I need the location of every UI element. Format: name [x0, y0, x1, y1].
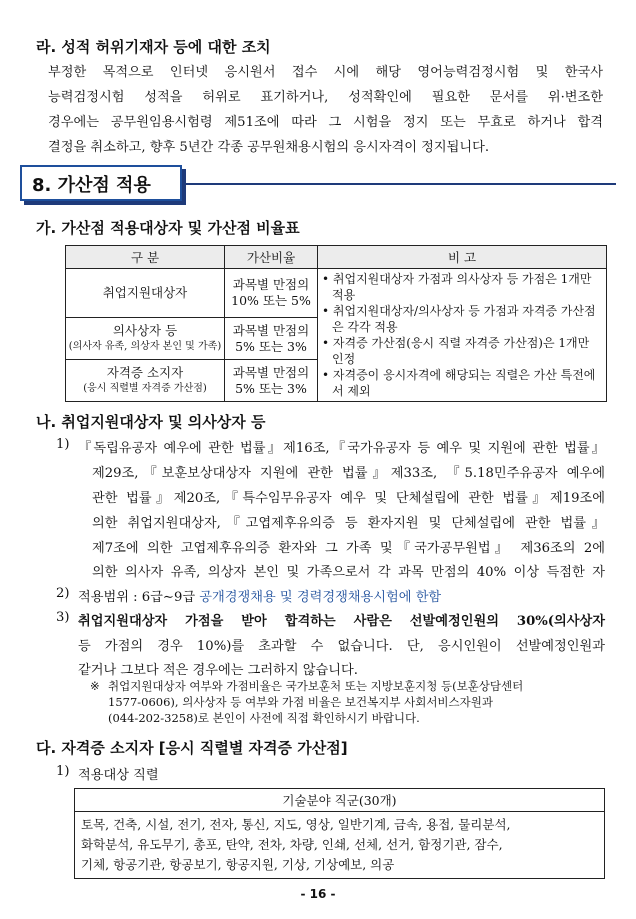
table-cell: [225, 269, 318, 318]
text-line: 능력검정시험 성적을 허위로 표기하거나, 성적확인에 필요한 문서를 위·변조한: [48, 90, 603, 105]
section-8-box: [20, 165, 182, 201]
note-line: 취업지원대상자 여부와 가점비율은 국가보훈처 또는 지방보훈지청 등(보훈상담센터: [108, 679, 524, 693]
note-line: (044-202-3258)로 본인이 사전에 직접 확인하시기 바랍니다.: [108, 711, 420, 725]
text-line: 같거나 그보다 적은 경우에는 그러하지 않습니다.: [78, 663, 358, 678]
field-line: 화학분석, 유도무기, 총포, 탄약, 전차, 차량, 인쇄, 선체, 선거, 함정기관, 잠수,: [81, 837, 503, 852]
section-da-title: 다. 자격증 소지자 [응시 직렬별 자격증 가산점]: [36, 739, 348, 757]
text-line: 관한 법률』제20조,『특수임무유공자 예우 및 단체설립에 관한 법률』제19조에: [92, 491, 605, 506]
section-8-title: 8. 가산점 적용: [32, 175, 151, 196]
rate-line: 과목별 만점의: [232, 277, 310, 293]
item-label: 적용대상 직렬: [78, 768, 159, 783]
field-line: 토목, 건축, 시설, 전기, 전자, 통신, 지도, 영상, 일반기계, 금속, 용접, 물리분석,: [81, 817, 511, 832]
note-line: 1577-0606), 의사상자 등 여부와 가점 비율은 보건복지부 사회서비스자원과: [108, 695, 493, 709]
table-header: 기술분야 직군(30개): [75, 789, 605, 812]
text-line: 의한 의사자 유족, 의상자 본인 및 가족으로서 각 과목 만점의 40% 이상 득점한 자: [92, 565, 605, 580]
table-cell: [225, 318, 318, 360]
table-header: 비 고: [318, 246, 607, 269]
item-number: 1): [56, 437, 70, 452]
page-number: - 16 -: [300, 887, 336, 901]
text-line: 제29조,『보훈보상대상자 지원에 관한 법률』제33조, 『5.18민주유공자 예우에: [92, 466, 605, 481]
remark-item: • 취업지원대상자/의사상자 등 가점과 자격증 가산점은 각각 적용: [322, 304, 596, 334]
row-name: 취업지원대상자: [102, 285, 188, 301]
rate-line: 10% 또는 5%: [231, 293, 311, 309]
section-ra-title: 라. 성적 허위기재자 등에 대한 조치: [36, 38, 271, 56]
rate-line: 5% 또는 3%: [235, 380, 307, 396]
remark-item: • 자격증 가산점(응시 직렬 자격증 가산점)은 1개만 인정: [322, 336, 590, 366]
item-number: 1): [56, 764, 70, 779]
text-line: 결정을 취소하고, 향후 5년간 각종 공무원채용시험의 응시자격이 정지됩니다.: [48, 140, 490, 155]
item-number: 2): [56, 586, 70, 601]
text-line: 경우에는 공무원임용시험령 제51조에 따라 그 시험을 정지 또는 무효로 하거나 합격: [48, 115, 603, 130]
row-sub: (의사자 유족, 의상자 본인 및 가족): [68, 340, 222, 352]
rate-line: 과목별 만점의: [232, 322, 310, 338]
table-cell: [66, 318, 225, 360]
scope-highlight: 공개경쟁채용 및 경력경쟁채용시험에 한함: [199, 590, 442, 605]
note-mark: ※: [90, 679, 100, 693]
remarks-cell: [318, 269, 607, 402]
field-list-cell: [75, 812, 605, 879]
text-line: 등 가점의 경우 10%)를 초과할 수 없습니다. 단, 응시인원이 선발예정인원과: [78, 639, 605, 654]
tech-field-table: [74, 788, 605, 879]
text-line: 『독립유공자 예우에 관한 법률』제16조,『국가유공자 등 예우 및 지원에 관한 법률』: [78, 441, 605, 456]
text-line: 의한 취업지원대상자,『고엽제후유의증 등 환자지원 및 단체설립에 관한 법률』: [92, 516, 605, 531]
section-ga-title: 가. 가산점 적용대상자 및 가산점 비율표: [36, 219, 300, 237]
table-header: 가산비율: [225, 246, 318, 269]
text-line: 부정한 목적으로 인터넷 응시원서 접수 시에 해당 영어능력검정시험 및 한국사: [48, 65, 603, 80]
table-cell: [225, 360, 318, 402]
item-number: 3): [56, 610, 70, 625]
text-line: 취업지원대상자 가점을 받아 합격하는 사람은 선발예정인원의 30%(의사상자: [78, 614, 605, 629]
field-line: 기체, 항공기관, 항공보기, 항공지원, 기상, 기상예보, 의공: [81, 857, 395, 872]
scope-line: [78, 586, 441, 605]
remark-item: • 자격증이 응시자격에 해당되는 직렬은 가산 특전에서 제외: [322, 368, 596, 398]
section-8-rule: [186, 183, 616, 185]
remark-item: • 취업지원대상자 가점과 의사상자 등 가점은 1개만 적용: [322, 272, 592, 302]
table-header: 구 분: [66, 246, 225, 269]
section-na-title: 나. 취업지원대상자 및 의사상자 등: [36, 413, 266, 431]
bonus-rate-table: [65, 245, 607, 402]
scope-prefix: 적용범위 : 6급∼9급: [78, 590, 200, 605]
row-name: 의사상자 등: [112, 322, 178, 338]
row-name: 자격증 소지자: [106, 364, 184, 380]
rate-line: 5% 또는 3%: [235, 338, 307, 354]
row-sub: (응시 직렬별 자격증 가산점): [83, 382, 207, 394]
table-cell: [66, 269, 225, 318]
text-line: 제7조에 의한 고엽제후유의증 환자와 그 가족 및『국가공무원법』 제36조의 2에: [92, 541, 605, 556]
table-cell: [66, 360, 225, 402]
rate-line: 과목별 만점의: [232, 364, 310, 380]
